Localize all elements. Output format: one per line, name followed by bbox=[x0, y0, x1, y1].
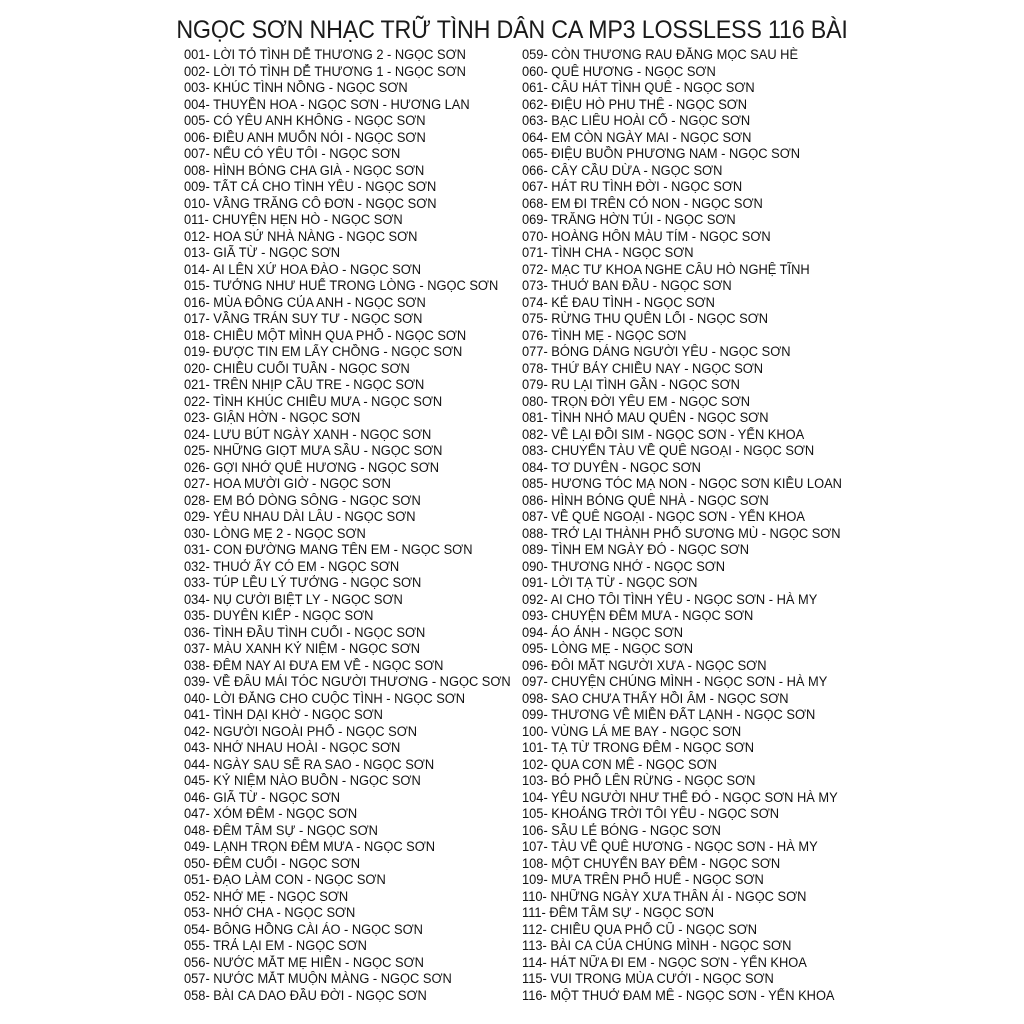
track-item: 094- ẢO ẢNH - NGỌC SƠN bbox=[522, 624, 684, 640]
track-item: 041- TÌNH DẠI KHỜ - NGỌC SƠN bbox=[184, 707, 383, 722]
track-item: 102- QUA CƠN MÊ - NGỌC SƠN bbox=[522, 756, 717, 772]
track-item: 048- ĐÊM TÂM SỰ - NGỌC SƠN bbox=[184, 822, 378, 838]
track-item: 013- GIÃ TỪ - NGỌC SƠN bbox=[184, 245, 341, 260]
track-item: 109- MƯA TRÊN PHỐ HUẾ - NGỌC SƠN bbox=[522, 872, 764, 887]
track-item: 078- THỨ BẢY CHIỀU NAY - NGỌC SƠN bbox=[522, 360, 764, 376]
track-item: 042- NGƯỜI NGOÀI PHỐ - NGỌC SƠN bbox=[184, 723, 418, 739]
track-item: 049- LẠNH TRỌN ĐÊM MƯA - NGỌC SƠN bbox=[184, 839, 436, 854]
track-item: 058- BÀI CA DAO ĐẦU ĐỜI - NGỌC SƠN bbox=[184, 987, 427, 1003]
track-item: 030- LÒNG MẸ 2 - NGỌC SƠN bbox=[184, 525, 366, 541]
track-item: 051- ĐẠO LÀM CON - NGỌC SƠN bbox=[184, 872, 386, 887]
track-item: 098- SAO CHƯA THẤY HỒI ÂM - NGỌC SƠN bbox=[522, 690, 789, 706]
track-item: 099- THƯƠNG VỀ MIỀN ĐẤT LẠNH - NGỌC SƠN bbox=[522, 707, 816, 722]
track-item: 075- RỪNG THU QUÊN LỐI - NGỌC SƠN bbox=[522, 311, 769, 326]
track-item: 095- LÒNG MẸ - NGỌC SƠN bbox=[522, 641, 694, 656]
track-item: 016- MÙA ĐÔNG CỦA ANH - NGỌC SƠN bbox=[184, 294, 426, 310]
track-item: 039- VỀ ĐÂU MÁI TÓC NGƯỜI THƯƠNG - NGỌC SƠN bbox=[184, 674, 511, 689]
track-item: 038- ĐÊM NAY AI ĐƯA EM VỀ - NGỌC SƠN bbox=[184, 657, 444, 673]
track-item: 089- TÌNH EM NGÀY ĐÓ - NGỌC SƠN bbox=[522, 542, 749, 557]
track-item: 008- HÌNH BÓNG CHA GIÀ - NGỌC SƠN bbox=[184, 162, 425, 178]
track-item: 087- VỀ QUÊ NGOẠI - NGỌC SƠN - YẾN KHOA bbox=[522, 509, 805, 524]
track-item: 103- BỎ PHỐ LÊN RỪNG - NGỌC SƠN bbox=[522, 773, 756, 788]
page-title: NGỌC SƠN NHẠC TRỮ TÌNH DÂN CA MP3 LOSSLESS 116 BÀI bbox=[176, 16, 848, 44]
track-item: 014- AI LÊN XỨ HOA ĐÀO - NGỌC SƠN bbox=[184, 261, 422, 277]
track-item: 032- THUỞ ẤY CÓ EM - NGỌC SƠN bbox=[184, 558, 400, 574]
track-item: 062- ĐIỆU HÒ PHU THÊ - NGỌC SƠN bbox=[522, 96, 748, 112]
track-item: 101- TẠ TỪ TRONG ĐÊM - NGỌC SƠN bbox=[522, 740, 755, 755]
track-item: 022- TÌNH KHÚC CHIỀU MƯA - NGỌC SƠN bbox=[184, 393, 443, 409]
track-item: 057- NƯỚC MẮT MUỘN MÀNG - NGỌC SƠN bbox=[184, 971, 452, 986]
track-list-right bbox=[522, 47, 855, 1004]
track-item: 025- NHỮNG GIỌT MƯA SẦU - NGỌC SƠN bbox=[184, 443, 443, 458]
track-item: 069- TRĂNG HỜN TỦI - NGỌC SƠN bbox=[522, 212, 736, 227]
track-item: 097- CHUYỆN CHÚNG MÌNH - NGỌC SƠN - HÀ MY bbox=[522, 674, 828, 689]
track-item: 072- MẠC TƯ KHOA NGHE CÂU HÒ NGHỆ TĨNH bbox=[522, 261, 810, 277]
track-item: 077- BÓNG DÁNG NGƯỜI YÊU - NGỌC SƠN bbox=[522, 344, 791, 359]
track-item: 015- TƯỞNG NHƯ HUẾ TRONG LÒNG - NGỌC SƠN bbox=[184, 278, 499, 293]
track-item: 115- VUI TRONG MÙA CƯỚI - NGỌC SƠN bbox=[522, 971, 774, 986]
track-item: 070- HOÀNG HÔN MÀU TÍM - NGỌC SƠN bbox=[522, 228, 771, 244]
track-item: 054- BÔNG HỒNG CÀI ÁO - NGỌC SƠN bbox=[184, 921, 423, 937]
track-item: 031- CON ĐƯỜNG MANG TÊN EM - NGỌC SƠN bbox=[184, 542, 473, 557]
track-item: 088- TRỞ LẠI THÀNH PHỐ SƯƠNG MÙ - NGỌC SƠN bbox=[522, 525, 841, 541]
track-item: 083- CHUYẾN TÀU VỀ QUÊ NGOẠI - NGỌC SƠN bbox=[522, 443, 815, 458]
track-item: 063- BẠC LIÊU HOÀI CỔ - NGỌC SƠN bbox=[522, 113, 751, 128]
track-item: 020- CHIỀU CUỐI TUẦN - NGỌC SƠN bbox=[184, 360, 410, 376]
track-item: 055- TRẢ LẠI EM - NGỌC SƠN bbox=[184, 938, 367, 953]
track-item: 114- HÁT NỮA ĐI EM - NGỌC SƠN - YẾN KHOA bbox=[522, 954, 807, 970]
track-item: 100- VÙNG LÁ ME BAY - NGỌC SƠN bbox=[522, 723, 742, 739]
track-item: 024- LƯU BÚT NGÀY XANH - NGỌC SƠN bbox=[184, 426, 432, 442]
track-item: 110- NHỮNG NGÀY XƯA THÂN ÁI - NGỌC SƠN bbox=[522, 888, 807, 904]
track-item: 112- CHIỀU QUA PHỐ CŨ - NGỌC SƠN bbox=[522, 921, 758, 937]
track-item: 044- NGÀY SAU SẼ RA SAO - NGỌC SƠN bbox=[184, 756, 435, 772]
track-item: 071- TÌNH CHA - NGỌC SƠN bbox=[522, 245, 694, 260]
track-item: 047- XÓM ĐÊM - NGỌC SƠN bbox=[184, 806, 358, 821]
track-item: 053- NHỚ CHA - NGỌC SƠN bbox=[184, 905, 356, 920]
track-item: 085- HƯƠNG TÓC MẠ NON - NGỌC SƠN KIỀU LOAN bbox=[522, 476, 842, 491]
track-list-left bbox=[184, 47, 524, 1004]
track-item: 023- GIẬN HỜN - NGỌC SƠN bbox=[184, 410, 361, 425]
track-item: 086- HÌNH BÓNG QUÊ NHÀ - NGỌC SƠN bbox=[522, 492, 769, 508]
track-item: 082- VỀ LẠI ĐỒI SIM - NGỌC SƠN - YẾN KHOA bbox=[522, 426, 805, 442]
track-item: 068- EM ĐI TRÊN CỎ NON - NGỌC SƠN bbox=[522, 195, 763, 211]
track-item: 002- LỜI TỎ TÌNH DỄ THƯƠNG 1 - NGỌC SƠN bbox=[184, 63, 466, 79]
track-item: 029- YÊU NHAU DÀI LÂU - NGỌC SƠN bbox=[184, 509, 416, 524]
track-item: 108- MỘT CHUYẾN BAY ĐÊM - NGỌC SƠN bbox=[522, 855, 781, 871]
track-item: 035- DUYÊN KIẾP - NGỌC SƠN bbox=[184, 608, 374, 623]
track-item: 018- CHIỀU MỘT MÌNH QUA PHỐ - NGỌC SƠN bbox=[184, 327, 467, 343]
track-item: 036- TÌNH ĐẦU TÌNH CUỐI - NGỌC SƠN bbox=[184, 624, 426, 640]
track-item: 027- HOA MƯỜI GIỜ - NGỌC SƠN bbox=[184, 476, 391, 491]
track-item: 116- MỘT THUỞ ĐAM MÊ - NGỌC SƠN - YẾN KHOA bbox=[522, 987, 835, 1003]
track-item: 050- ĐÊM CUỐI - NGỌC SƠN bbox=[184, 855, 361, 871]
track-item: 010- VẦNG TRĂNG CÔ ĐƠN - NGỌC SƠN bbox=[184, 195, 437, 211]
track-item: 045- KỶ NIỆM NÀO BUỒN - NGỌC SƠN bbox=[184, 773, 421, 788]
track-item: 011- CHUYỆN HẸN HÒ - NGỌC SƠN bbox=[184, 212, 403, 227]
track-item: 059- CÒN THƯƠNG RAU ĐẮNG MỌC SAU HÈ bbox=[522, 47, 799, 62]
track-item: 003- KHÚC TÌNH NỒNG - NGỌC SƠN bbox=[184, 80, 408, 95]
track-item: 074- KẺ ĐAU TÌNH - NGỌC SƠN bbox=[522, 294, 715, 310]
track-item: 113- BÀI CA CỦA CHÚNG MÌNH - NGỌC SƠN bbox=[522, 938, 792, 953]
track-item: 028- EM BỎ DÒNG SÔNG - NGỌC SƠN bbox=[184, 492, 421, 508]
track-item: 019- ĐƯỢC TIN EM LẤY CHỒNG - NGỌC SƠN bbox=[184, 344, 463, 359]
track-item: 080- TRỌN ĐỜI YÊU EM - NGỌC SƠN bbox=[522, 393, 751, 409]
track-item: 052- NHỚ MẸ - NGỌC SƠN bbox=[184, 888, 349, 904]
track-item: 076- TÌNH MẸ - NGỌC SƠN bbox=[522, 327, 687, 343]
track-item: 090- THƯƠNG NHỚ - NGỌC SƠN bbox=[522, 558, 726, 574]
track-item: 092- AI CHO TÔI TÌNH YÊU - NGỌC SƠN - HÀ MY bbox=[522, 591, 818, 607]
track-item: 064- EM CÒN NGÀY MAI - NGỌC SƠN bbox=[522, 129, 752, 145]
track-item: 084- TƠ DUYÊN - NGỌC SƠN bbox=[522, 459, 701, 475]
track-item: 037- MÀU XANH KỶ NIỆM - NGỌC SƠN bbox=[184, 641, 421, 656]
track-item: 021- TRÊN NHỊP CẦU TRE - NGỌC SƠN bbox=[184, 377, 425, 392]
track-item: 033- TÚP LỀU LÝ TƯỞNG - NGỌC SƠN bbox=[184, 575, 422, 590]
track-item: 096- ĐÔI MẮT NGƯỜI XƯA - NGỌC SƠN bbox=[522, 657, 767, 673]
track-item: 081- TÌNH NHỎ MAU QUÊN - NGỌC SƠN bbox=[522, 410, 769, 425]
track-item: 056- NƯỚC MẮT MẸ HIỀN - NGỌC SƠN bbox=[184, 954, 424, 970]
track-item: 105- KHOẢNG TRỜI TÔI YÊU - NGỌC SƠN bbox=[522, 806, 780, 821]
track-item: 065- ĐIỆU BUỒN PHƯƠNG NAM - NGỌC SƠN bbox=[522, 146, 801, 161]
track-item: 061- CÂU HÁT TÌNH QUÊ - NGỌC SƠN bbox=[522, 80, 755, 95]
track-item: 060- QUÊ HƯƠNG - NGỌC SƠN bbox=[522, 63, 716, 79]
track-item: 009- TẤT CẢ CHO TÌNH YÊU - NGỌC SƠN bbox=[184, 179, 437, 194]
track-item: 043- NHỚ NHAU HOÀI - NGỌC SƠN bbox=[184, 740, 401, 755]
track-item: 104- YÊU NGƯỜI NHƯ THẾ ĐÓ - NGỌC SƠN HÀ MY bbox=[522, 789, 838, 805]
track-item: 093- CHUYỆN ĐÊM MƯA - NGỌC SƠN bbox=[522, 608, 754, 623]
track-item: 040- LỜI ĐẮNG CHO CUỘC TÌNH - NGỌC SƠN bbox=[184, 690, 466, 706]
track-item: 107- TÀU VỀ QUÊ HƯƠNG - NGỌC SƠN - HÀ MY bbox=[522, 839, 818, 854]
track-item: 066- CÂY CẦU DỪA - NGỌC SƠN bbox=[522, 162, 723, 178]
track-item: 034- NỤ CƯỜI BIỆT LY - NGỌC SƠN bbox=[184, 591, 403, 607]
track-item: 005- CÓ YÊU ANH KHÔNG - NGỌC SƠN bbox=[184, 113, 426, 128]
track-item: 026- GỢI NHỚ QUÊ HƯƠNG - NGỌC SƠN bbox=[184, 459, 440, 475]
track-item: 001- LỜI TỎ TÌNH DỄ THƯƠNG 2 - NGỌC SƠN bbox=[184, 47, 466, 62]
track-item: 106- SẦU LẺ BÓNG - NGỌC SƠN bbox=[522, 822, 721, 838]
track-item: 046- GIÃ TỪ - NGỌC SƠN bbox=[184, 789, 341, 805]
track-item: 017- VẦNG TRÁN SUY TƯ - NGỌC SƠN bbox=[184, 311, 423, 326]
track-item: 004- THUYỀN HOA - NGỌC SƠN - HƯƠNG LAN bbox=[184, 96, 470, 112]
track-item: 007- NẾU CÓ YÊU TÔI - NGỌC SƠN bbox=[184, 146, 401, 161]
track-item: 006- ĐIỀU ANH MUỐN NÓI - NGỌC SƠN bbox=[184, 129, 426, 145]
track-item: 073- THUỞ BAN ĐẦU - NGỌC SƠN bbox=[522, 278, 732, 293]
track-item: 079- RU LẠI TÌNH GẦN - NGỌC SƠN bbox=[522, 377, 740, 392]
track-item: 091- LỜI TẠ TỪ - NGỌC SƠN bbox=[522, 575, 698, 590]
track-item: 012- HOA SỨ NHÀ NÀNG - NGỌC SƠN bbox=[184, 228, 418, 244]
track-item: 111- ĐÊM TÂM SỰ - NGỌC SƠN bbox=[522, 905, 714, 920]
track-item: 067- HÁT RU TÌNH ĐỜI - NGỌC SƠN bbox=[522, 179, 743, 194]
